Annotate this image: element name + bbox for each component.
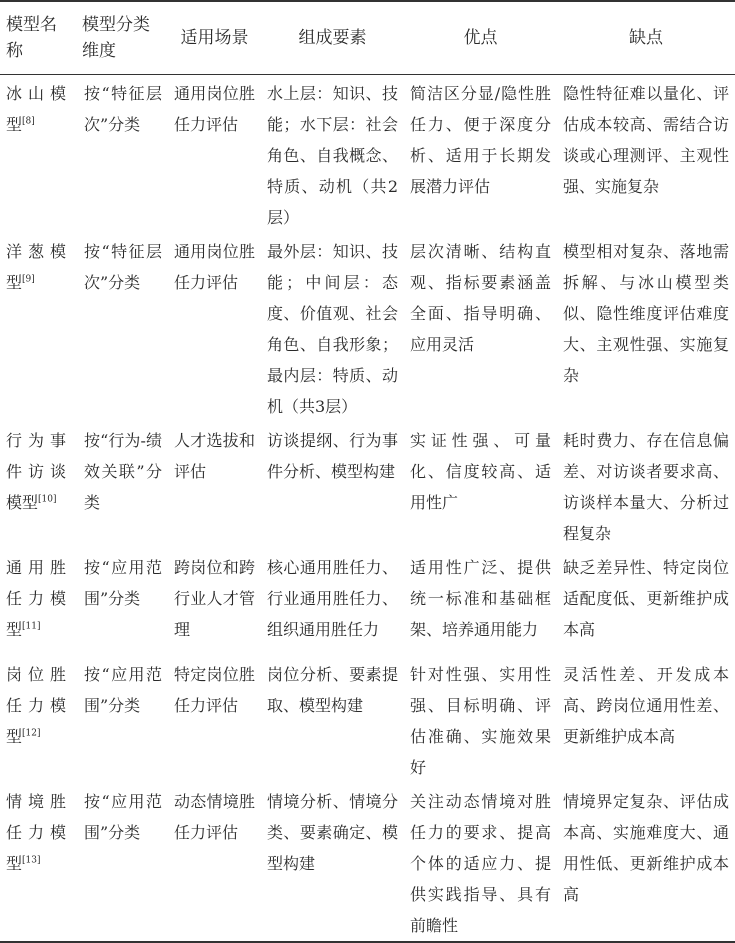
reference-mark: [9]: [22, 274, 35, 285]
model-name-cell: [0, 422, 68, 549]
table-row: [0, 549, 735, 656]
table-row: [0, 74, 735, 233]
reference-mark: [11]: [22, 621, 41, 632]
scene-cell: 特定岗位胜任力评估: [174, 664, 255, 715]
model-name: 通用胜任力模型: [6, 557, 66, 639]
elements-cell: 访谈提纲、行为事件分析、模型构建: [267, 430, 398, 481]
cons-cell: 灵活性差、开发成本高、跨岗位通用性差、更新维护成本高: [563, 664, 729, 746]
elements-cell: 岗位分析、要素提取、模型构建: [267, 664, 398, 715]
model-name: 行为事件访谈模型: [6, 430, 66, 512]
header-scene: 适用场景: [168, 1, 261, 74]
model-name: 岗位胜任力模型: [6, 664, 66, 746]
dimension-cell: 按“特征层次”分类: [84, 241, 162, 292]
model-name: 冰山模型: [6, 83, 66, 134]
model-name-cell: [0, 233, 68, 422]
table-body: [0, 74, 735, 942]
scene-cell: 通用岗位胜任力评估: [174, 83, 255, 134]
header-pros: 优点: [404, 1, 557, 74]
scene-cell: 通用岗位胜任力评估: [174, 241, 255, 292]
header-row: [0, 1, 735, 74]
dimension-cell: 按“应用范围”分类: [68, 783, 168, 942]
pros-cell: 针对性强、实用性强、目标明确、评估准确、实施效果好: [410, 664, 551, 777]
cons-cell: 耗时费力、存在信息偏差、对访谈者要求高、访谈样本量大、分析过程复杂: [563, 430, 729, 543]
table-row: [0, 656, 735, 783]
dimension-cell: 按“特征层次”分类: [84, 83, 162, 134]
model-name-cell: [0, 549, 68, 656]
elements-cell: 最外层：知识、技能；中间层：态度、价值观、社会角色、自我形象；最内层：特质、动机（共3层）: [267, 241, 398, 416]
table-row: [0, 233, 735, 422]
pros-cell: 简洁区分显/隐性胜任力、便于深度分析、适用于长期发展潜力评估: [410, 83, 551, 196]
cons-cell: 缺乏差异性、特定岗位适配度低、更新维护成本高: [563, 557, 729, 639]
dimension-cell: 按“应用范围”分类: [84, 557, 162, 608]
pros-cell: 实证性强、可量化、信度较高、适用性广: [410, 430, 551, 512]
pros-cell: 关注动态情境对胜任力的要求、提高个体的适应力、提供实践指导、具有前瞻性: [404, 783, 557, 942]
table-row: [0, 422, 735, 549]
cons-cell: 情境界定复杂、评估成本高、实施难度大、通用性低、更新维护成本高: [557, 783, 735, 942]
scene-cell: 人才选拔和评估: [174, 430, 255, 481]
model-name-cell: [0, 783, 68, 942]
reference-mark: [10]: [38, 494, 57, 505]
header-dimension: 模型分类维度: [68, 1, 168, 74]
pros-cell: 层次清晰、结构直观、指标要素涵盖全面、指导明确、应用灵活: [410, 241, 551, 354]
model-name: 洋葱模型: [6, 241, 66, 292]
reference-mark: [12]: [22, 728, 41, 739]
header-model-name: 模型名称: [0, 1, 68, 74]
scene-cell: 跨岗位和跨行业人才管理: [174, 557, 255, 639]
cons-cell: 隐性特征难以量化、评估成本较高、需结合访谈或心理测评、主观性强、实施复杂: [563, 83, 729, 196]
header-elements: 组成要素: [261, 1, 404, 74]
model-name-cell: [0, 74, 68, 233]
reference-mark: [13]: [22, 855, 41, 866]
header-cons: 缺点: [557, 1, 735, 74]
scene-cell: 动态情境胜任力评估: [168, 783, 261, 942]
dimension-cell: 按“行为-绩效关联”分类: [84, 430, 162, 512]
elements-cell: 情境分析、情境分类、要素确定、模型构建: [261, 783, 404, 942]
model-name: 情境胜任力模型: [6, 791, 66, 873]
reference-mark: [8]: [22, 116, 35, 127]
pros-cell: 适用性广泛、提供统一标准和基础框架、培养通用能力: [410, 557, 551, 639]
dimension-cell: 按“应用范围”分类: [84, 664, 162, 715]
elements-cell: 水上层：知识、技能；水下层：社会角色、自我概念、特质、动机（共2层）: [267, 83, 398, 227]
table-row: [0, 783, 735, 942]
elements-cell: 核心通用胜任力、行业通用胜任力、组织通用胜任力: [267, 557, 398, 639]
table-header: [0, 1, 735, 74]
cons-cell: 模型相对复杂、落地需拆解、与冰山模型类似、隐性维度评估难度大、主观性强、实施复杂: [563, 241, 729, 385]
model-name-cell: [0, 656, 68, 783]
